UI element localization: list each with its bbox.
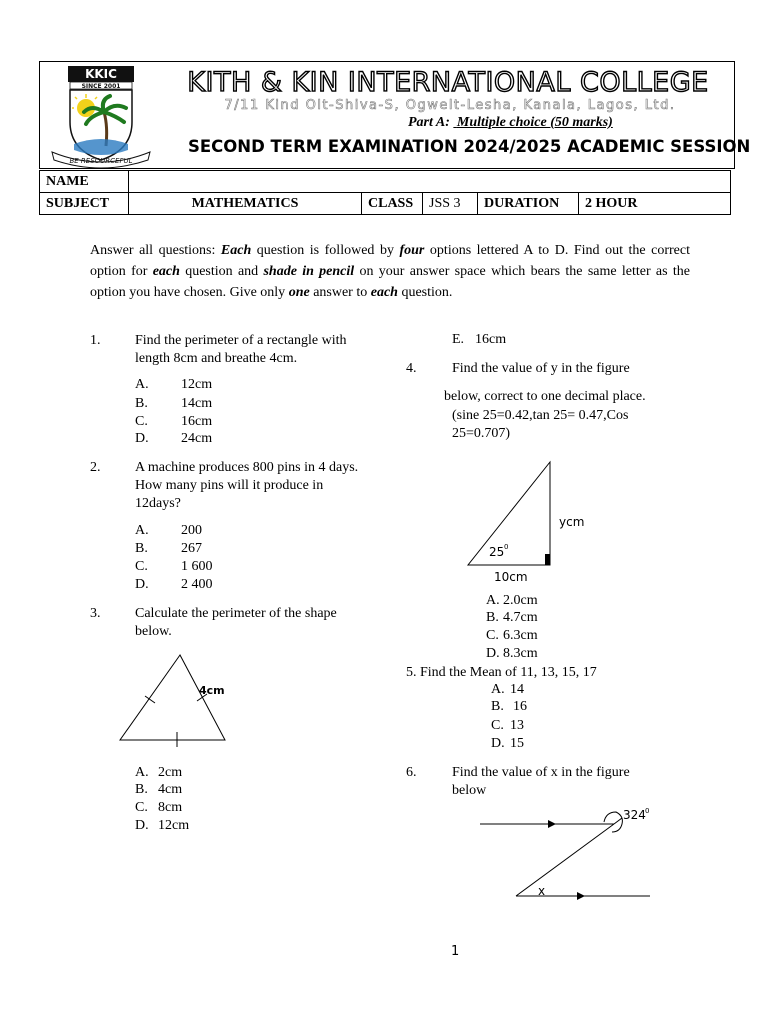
- lower-arrow-icon: [577, 892, 585, 900]
- base-label: 10cm: [494, 570, 528, 584]
- question-number: 5.: [406, 665, 417, 680]
- exam-title: SECOND TERM EXAMINATION 2024/2025 ACADEMIC SESSION: [188, 137, 751, 156]
- student-info-table: [39, 170, 731, 215]
- q5-option-d[interactable]: D. 15: [491, 736, 524, 751]
- right-angle-marker: [545, 554, 550, 565]
- q3-option-a[interactable]: A. 2cm: [135, 765, 183, 780]
- question-text: Find the Mean of 11, 13, 15, 17: [420, 665, 597, 680]
- q1-option-d[interactable]: D. 24cm: [135, 431, 213, 446]
- side-label: 4cm: [199, 684, 225, 697]
- q2-option-c[interactable]: C. 1 600: [135, 559, 213, 574]
- instructions: Answer all questions: Each question is followed by four options lettered A to D. Find out the correct option for each question and shade in pencil on your answer space which bears the same letter as the option you have chosen. Give only one answer to each question.: [90, 243, 690, 300]
- school-header: [39, 61, 751, 169]
- q4-option-c[interactable]: C. 6.3cm: [486, 628, 538, 643]
- part-a-label: Part A:: [408, 115, 450, 130]
- transversal-extension: [614, 818, 622, 824]
- question-number: 4.: [406, 361, 417, 376]
- question-number: 1.: [90, 333, 101, 348]
- q2-option-d[interactable]: D. 2 400: [135, 577, 213, 592]
- q1-option-c[interactable]: C. 16cm: [135, 414, 213, 429]
- name-label: NAME: [40, 171, 129, 193]
- class-label: CLASS: [362, 193, 423, 215]
- q4-option-a[interactable]: A. 2.0cm: [486, 593, 538, 608]
- q2-option-b[interactable]: B. 267: [135, 541, 202, 556]
- q5-option-c[interactable]: C. 13: [491, 718, 524, 733]
- angle-degree: 0: [504, 543, 509, 551]
- right-triangle-shape: [468, 462, 550, 565]
- transversal-line: [516, 824, 614, 896]
- q2-option-a[interactable]: A. 200: [135, 523, 202, 538]
- q4-option-d[interactable]: D. 8.3cm: [486, 646, 538, 661]
- unknown-x-label: x: [538, 884, 546, 898]
- q4-option-b[interactable]: B. 4.7cm: [486, 610, 538, 625]
- q1-option-b[interactable]: B. 14cm: [135, 396, 213, 411]
- page-number: 1: [451, 944, 460, 959]
- question-text-line1: Find the value of y in the figure: [452, 361, 630, 376]
- question-4-text-line3: (sine 25=0.42,tan 25= 0.47,Cos: [452, 408, 629, 423]
- question-number: 2.: [90, 460, 101, 475]
- question-number: 6.: [406, 765, 417, 780]
- q4-right-triangle-figure: [460, 455, 600, 587]
- question-text: A machine produces 800 pins in 4 days. How many pins will it produce in 12days?: [135, 460, 359, 511]
- part-a-heading: [408, 115, 613, 131]
- question-text: Find the perimeter of a rectangle with length 8cm and breathe 4cm.: [135, 333, 347, 366]
- school-crest-logo: [44, 64, 156, 168]
- q5-option-b[interactable]: B. 16: [491, 699, 527, 714]
- subject-value: MATHEMATICS: [129, 193, 362, 215]
- angle-label: 25: [489, 545, 505, 559]
- subject-label: SUBJECT: [40, 193, 129, 215]
- q3-option-c[interactable]: C. 8cm: [135, 800, 183, 815]
- duration-value: 2 HOUR: [579, 193, 731, 215]
- duration-label: DURATION: [478, 193, 579, 215]
- college-address: 7/11 Kind Olt-Shiva-S, Ogwelt-Lesha, Kanala, Lagos, Ltd.: [224, 98, 676, 113]
- q3-triangle-figure: [110, 648, 250, 748]
- angle-label: 324: [623, 808, 646, 822]
- question-4-text-line4: 25=0.707): [452, 426, 511, 441]
- upper-arrow-icon: [548, 820, 556, 828]
- class-value: JSS 3: [423, 193, 478, 215]
- question-4-text-line2: below, correct to one decimal place.: [444, 389, 646, 404]
- q5-option-a[interactable]: A. 14: [491, 682, 524, 697]
- side-label-y: ycm: [559, 515, 585, 529]
- q3-option-b[interactable]: B. 4cm: [135, 782, 183, 797]
- q1-option-a[interactable]: A. 12cm: [135, 377, 213, 392]
- part-a-value: Multiple choice (50 marks): [456, 115, 613, 130]
- crest-motto: BE RESOURCEFUL: [69, 157, 133, 165]
- crest-text-since: SINCE 2001: [81, 83, 121, 90]
- subject-row: [40, 193, 731, 215]
- question-number: 3.: [90, 606, 101, 621]
- q3-option-d[interactable]: D. 12cm: [135, 818, 190, 833]
- triangle-shape: [120, 655, 225, 740]
- q3-option-e[interactable]: E. 16cm: [452, 332, 507, 347]
- college-name: KITH & KIN INTERNATIONAL COLLEGE: [187, 67, 709, 98]
- q6-parallel-lines-figure: [476, 800, 676, 904]
- angle-degree: 0: [645, 807, 650, 815]
- question-text: Calculate the perimeter of the shape below.: [135, 606, 337, 639]
- crest-text-top: KKIC: [85, 67, 117, 81]
- question-5: [406, 664, 597, 682]
- question-text: Find the value of x in the figure below: [452, 765, 630, 798]
- name-field[interactable]: [129, 171, 731, 193]
- name-row: [40, 171, 731, 193]
